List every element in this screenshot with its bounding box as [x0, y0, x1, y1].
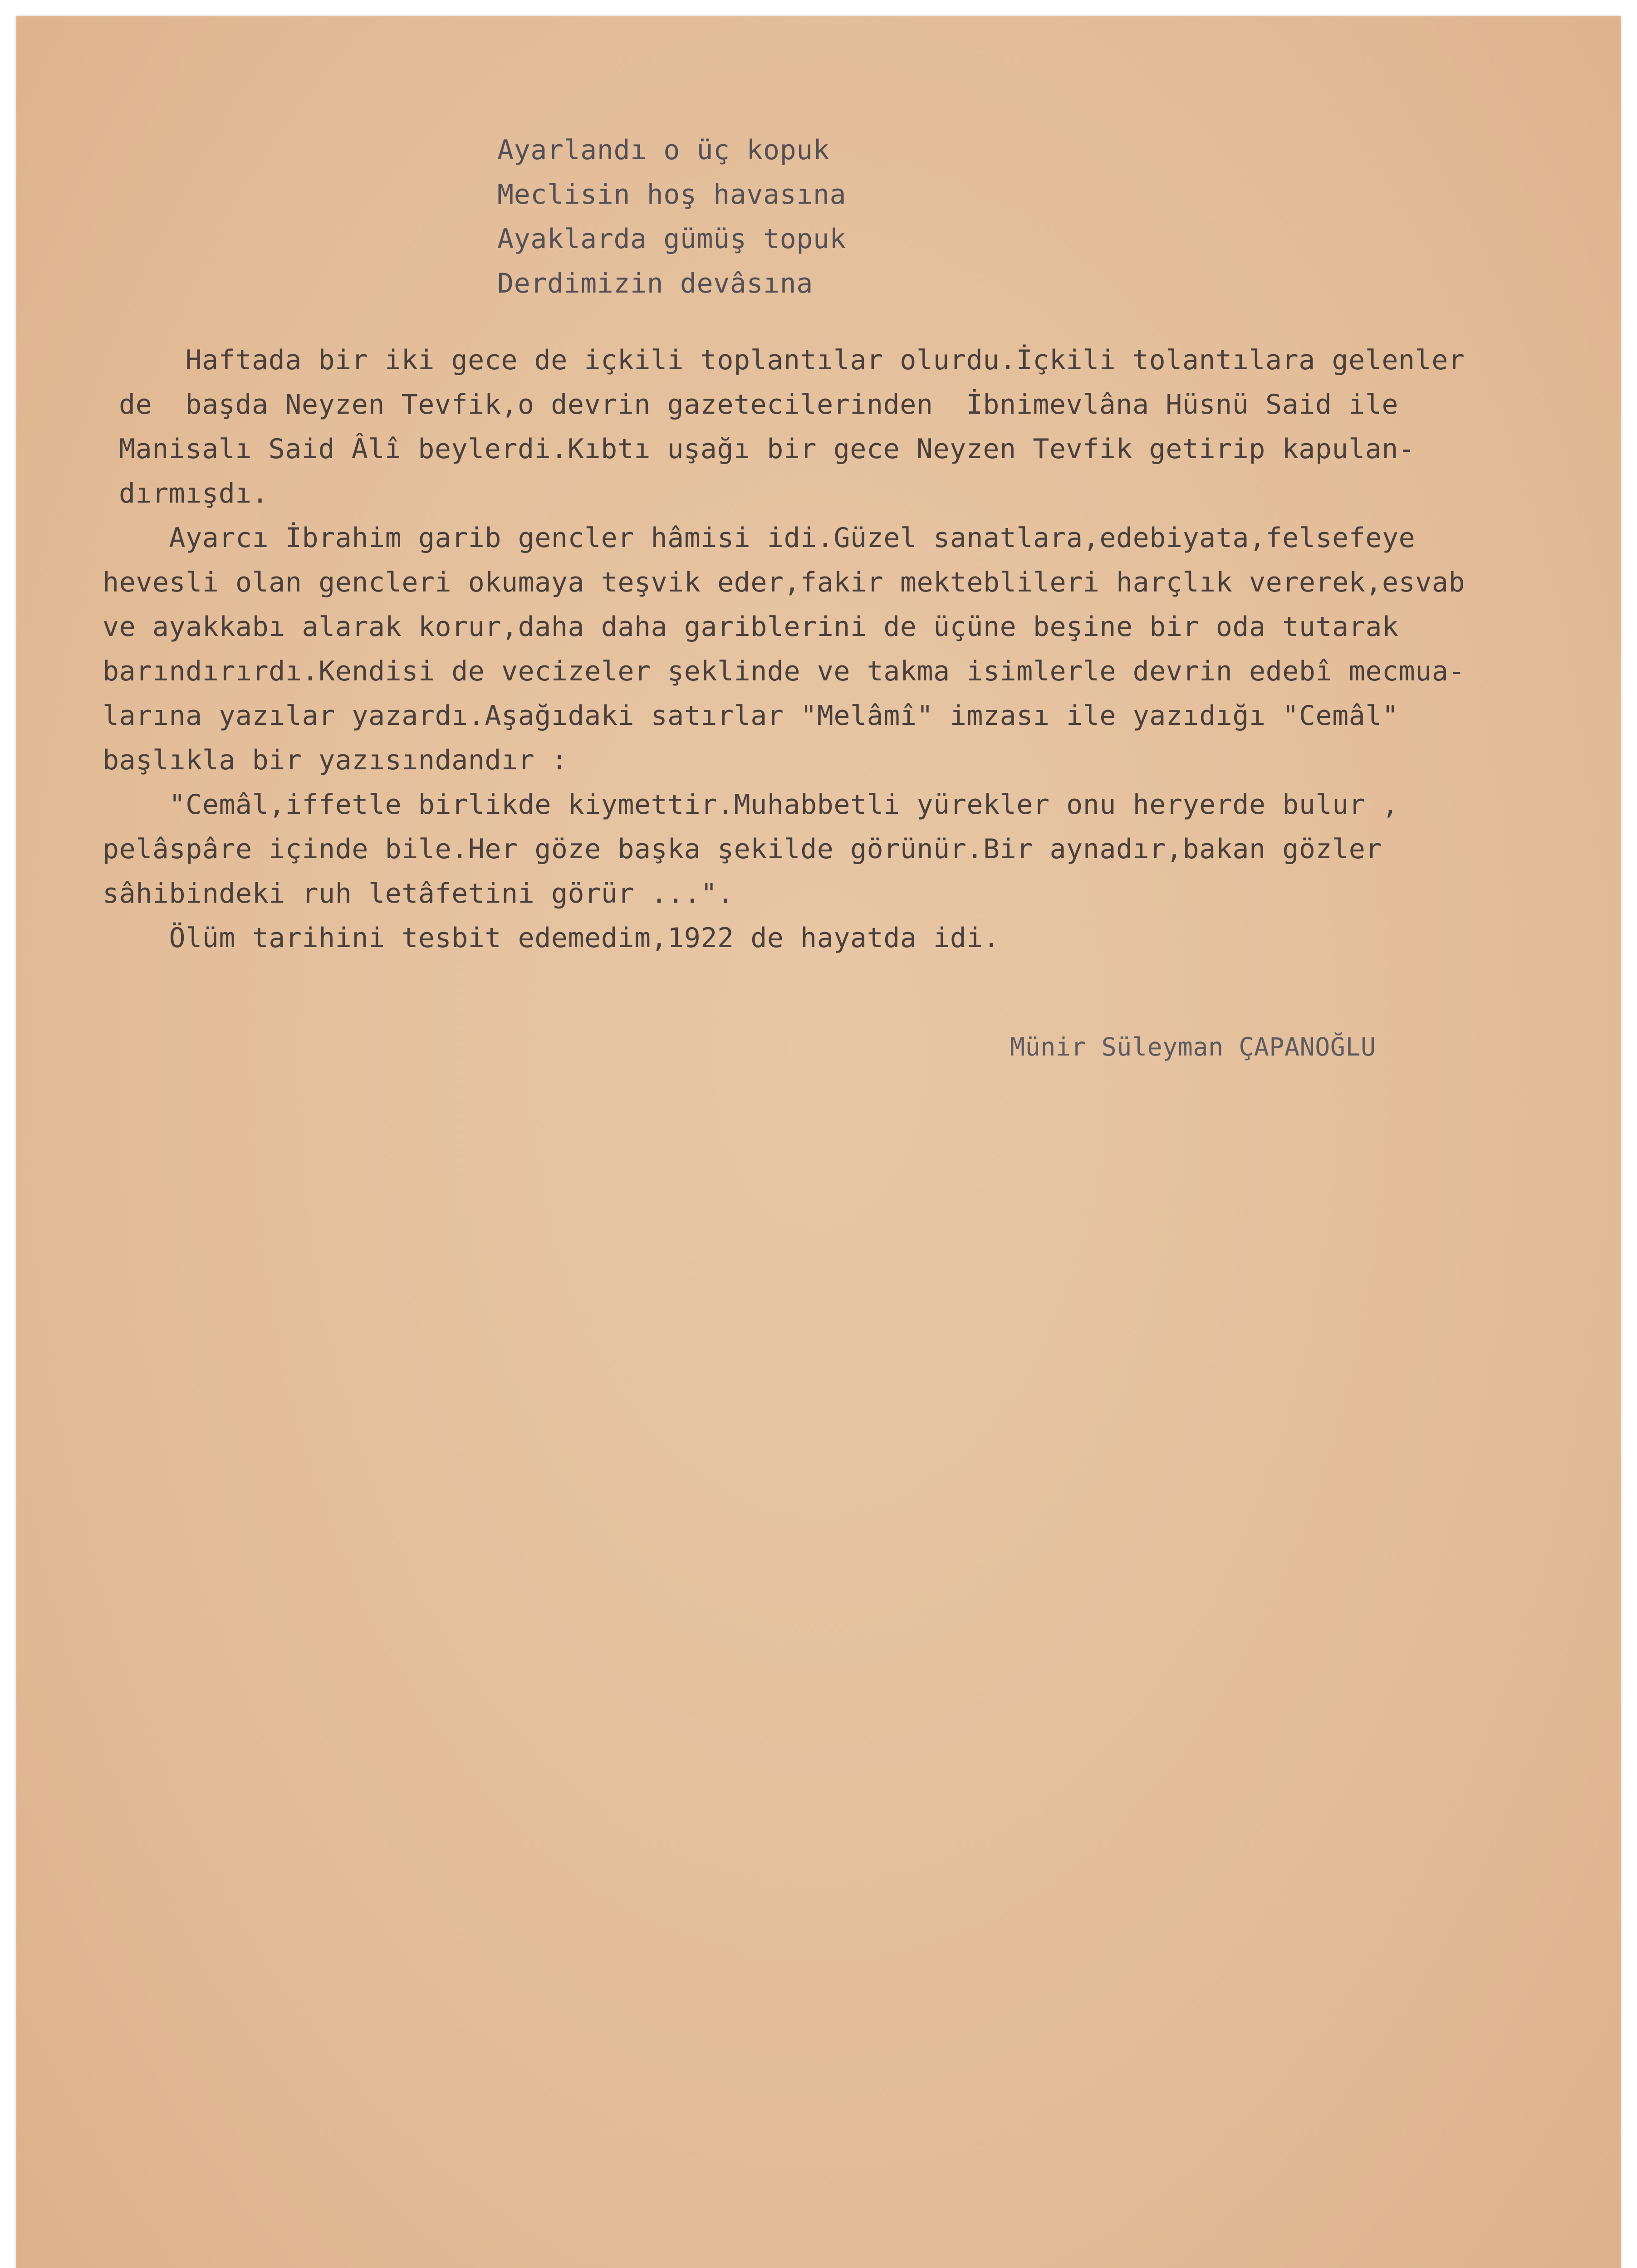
signature: Münir Süleyman ÇAPANOĞLU — [1010, 1032, 1376, 1061]
paragraph2-line-2: hevesli olan gencleri okumaya teşvik eder,fakir mekteblileri harçlık vererek,esvab — [103, 567, 1465, 598]
quote-line-3: sâhibindeki ruh letâfetini görür ...". — [103, 878, 734, 909]
typewritten-page — [16, 16, 1621, 2268]
paragraph2-line-4: barındırırdı.Kendisi de vecizeler şeklinde ve takma isimlerle devrin edebî mecmua- — [103, 655, 1465, 687]
quote-line-1: "Cemâl,iffetle birlikde kiymettir.Muhabbetli yürekler onu heryerde bulur , — [103, 789, 1399, 821]
paragraph1-line-2: de başda Neyzen Tevfik,o devrin gazetecilerinden İbnimevlâna Hüsnü Said ile — [119, 389, 1398, 420]
poem-line-1: Ayarlandı o üç kopuk — [497, 134, 830, 166]
paragraph2-line-5: larına yazılar yazardı.Aşağıdaki satırlar "Melâmî" imzası ile yazıdığı "Cemâl" — [103, 700, 1399, 732]
closing-line: Ölüm tarihini tesbit edemedim,1922 de hayatda idi. — [103, 922, 1000, 954]
quote-line-2: pelâspâre içinde bile.Her göze başka şekilde görünür.Bir aynadır,bakan gözler — [103, 833, 1382, 865]
poem-line-3: Ayaklarda gümüş topuk — [497, 223, 847, 255]
paragraph1-line-3: Manisalı Said Âlî beylerdi.Kıbtı uşağı bir gece Neyzen Tevfik getirip kapulan- — [119, 433, 1415, 465]
paragraph1-line-1: Haftada bir iki gece de içkili toplantılar olurdu.İçkili tolantılara gelenler — [119, 344, 1465, 376]
paragraph2-line-6: başlıkla bir yazısındandır : — [103, 744, 568, 776]
paragraph2-line-1: Ayarcı İbrahim garib gencler hâmisi idi.Güzel sanatlara,edebiyata,felsefeye — [103, 522, 1416, 554]
paragraph1-line-4: dırmışdı. — [119, 478, 269, 509]
poem-line-2: Meclisin hoş havasına — [497, 179, 847, 210]
paragraph2-line-3: ve ayakkabı alarak korur,daha daha gariblerini de üçüne beşine bir oda tutarak — [103, 611, 1399, 643]
poem-line-4: Derdimizin devâsına — [497, 268, 813, 299]
